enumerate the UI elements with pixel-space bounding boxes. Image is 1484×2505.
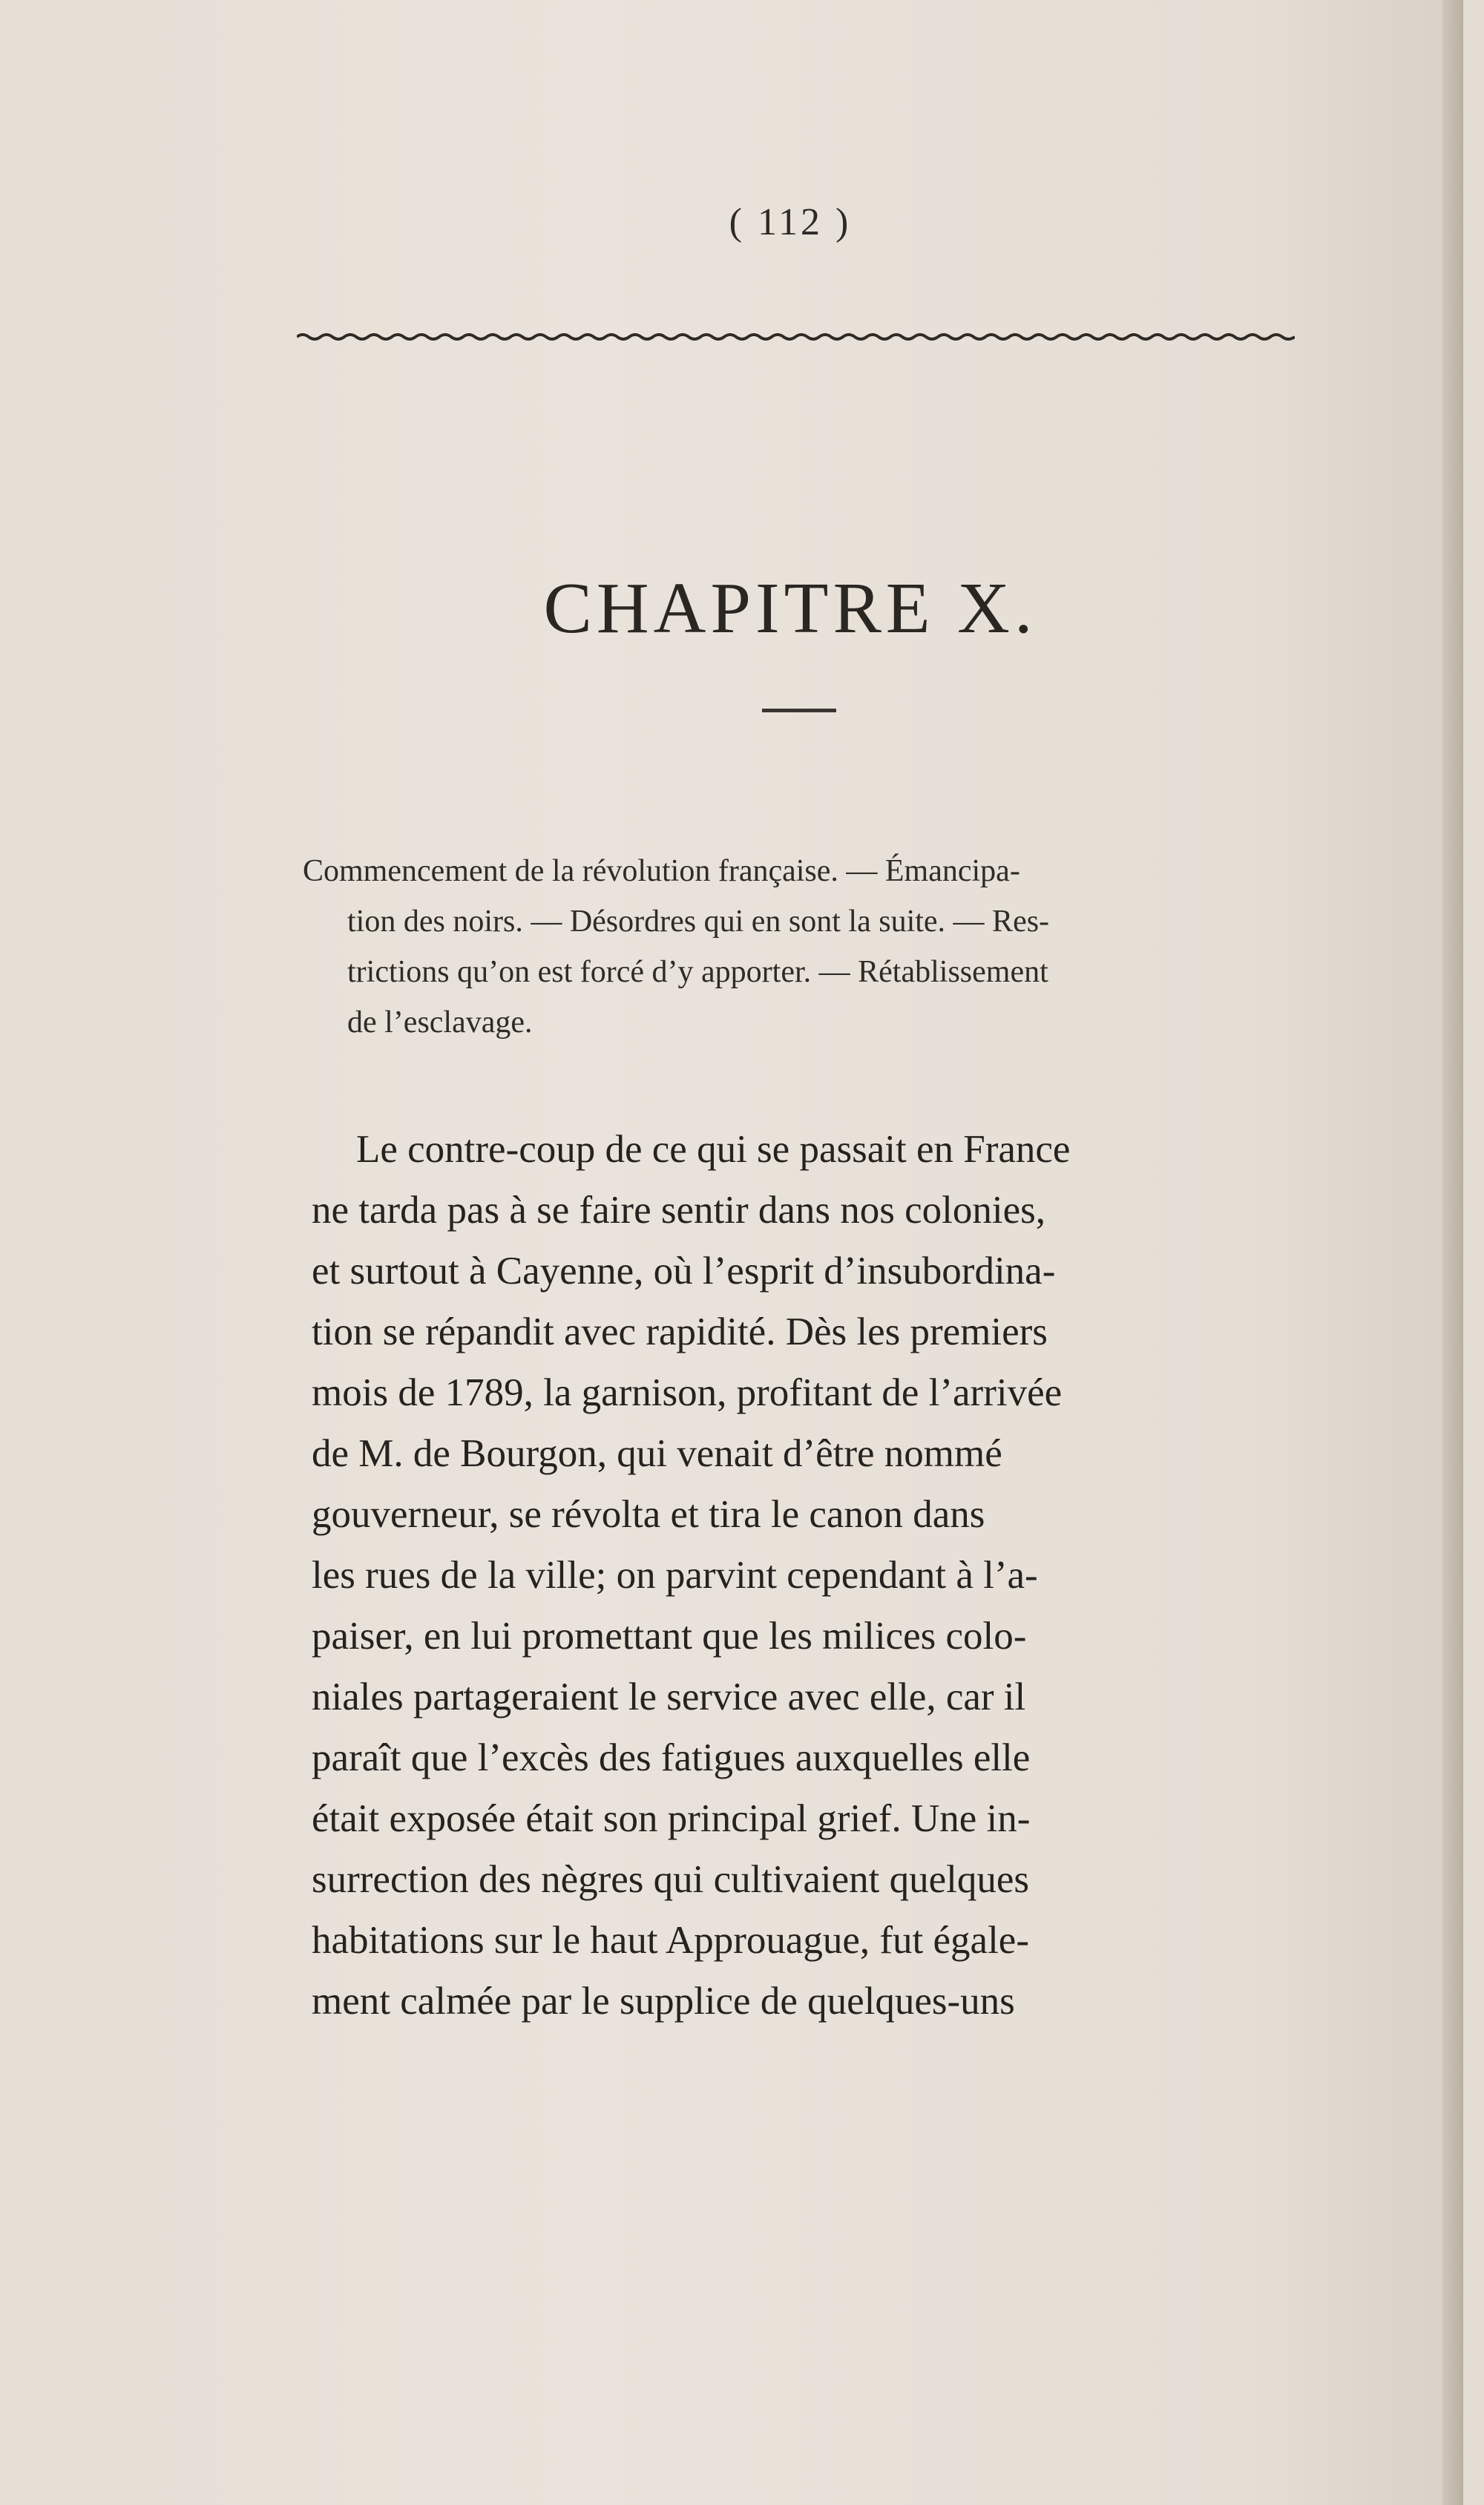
text-line: Le contre-coup de ce qui se passait en France: [356, 1128, 1071, 1171]
title-rule: [762, 709, 836, 712]
text-line: habitations sur le haut Approuague, fut égale-: [312, 1919, 1029, 1962]
text-line: gouverneur, se révolta et tira le canon dans: [312, 1493, 985, 1536]
text-line: les rues de la ville; on parvint cependant à l’a-: [312, 1554, 1038, 1597]
page-number: ( 112 ): [729, 201, 852, 243]
text-line: de M. de Bourgon, qui venait d’être nommé: [312, 1432, 1002, 1475]
ornamental-rule: [297, 331, 1295, 343]
text-line: ne tarda pas à se faire sentir dans nos colonies,: [312, 1189, 1045, 1232]
text-line: paraît que l’excès des fatigues auxquelles elle: [312, 1736, 1031, 1779]
text-line: tion se répandit avec rapidité. Dès les premiers: [312, 1310, 1048, 1353]
text-line: surrection des nègres qui cultivaient quelques: [312, 1858, 1029, 1901]
summary-line: tion des noirs. — Désordres qui en sont la suite. — Res-: [347, 905, 1050, 939]
body-paragraph: [312, 1119, 1310, 2032]
summary-line: de l’esclavage.: [347, 1005, 533, 1040]
text-line: mois de 1789, la garnison, profitant de l’arrivée: [312, 1371, 1063, 1414]
text-line: ment calmée par le supplice de quelques-uns: [312, 1980, 1015, 2023]
text-line: et surtout à Cayenne, où l’esprit d’insubordina-: [312, 1250, 1056, 1293]
page-edge: [1442, 0, 1463, 2505]
chapter-title: CHAPITRE X.: [543, 568, 1037, 649]
text-line: paiser, en lui promettant que les milices colo-: [312, 1615, 1027, 1658]
summary-line: trictions qu’on est forcé d’y apporter. — Rétablissement: [347, 955, 1048, 989]
chapter-summary: [303, 846, 1297, 1048]
text-line: niales partageraient le service avec elle, car il: [312, 1675, 1026, 1718]
text-line: était exposée était son principal grief. Une in-: [312, 1797, 1031, 1840]
summary-line: Commencement de la révolution française. — Émancipa-: [303, 854, 1020, 888]
